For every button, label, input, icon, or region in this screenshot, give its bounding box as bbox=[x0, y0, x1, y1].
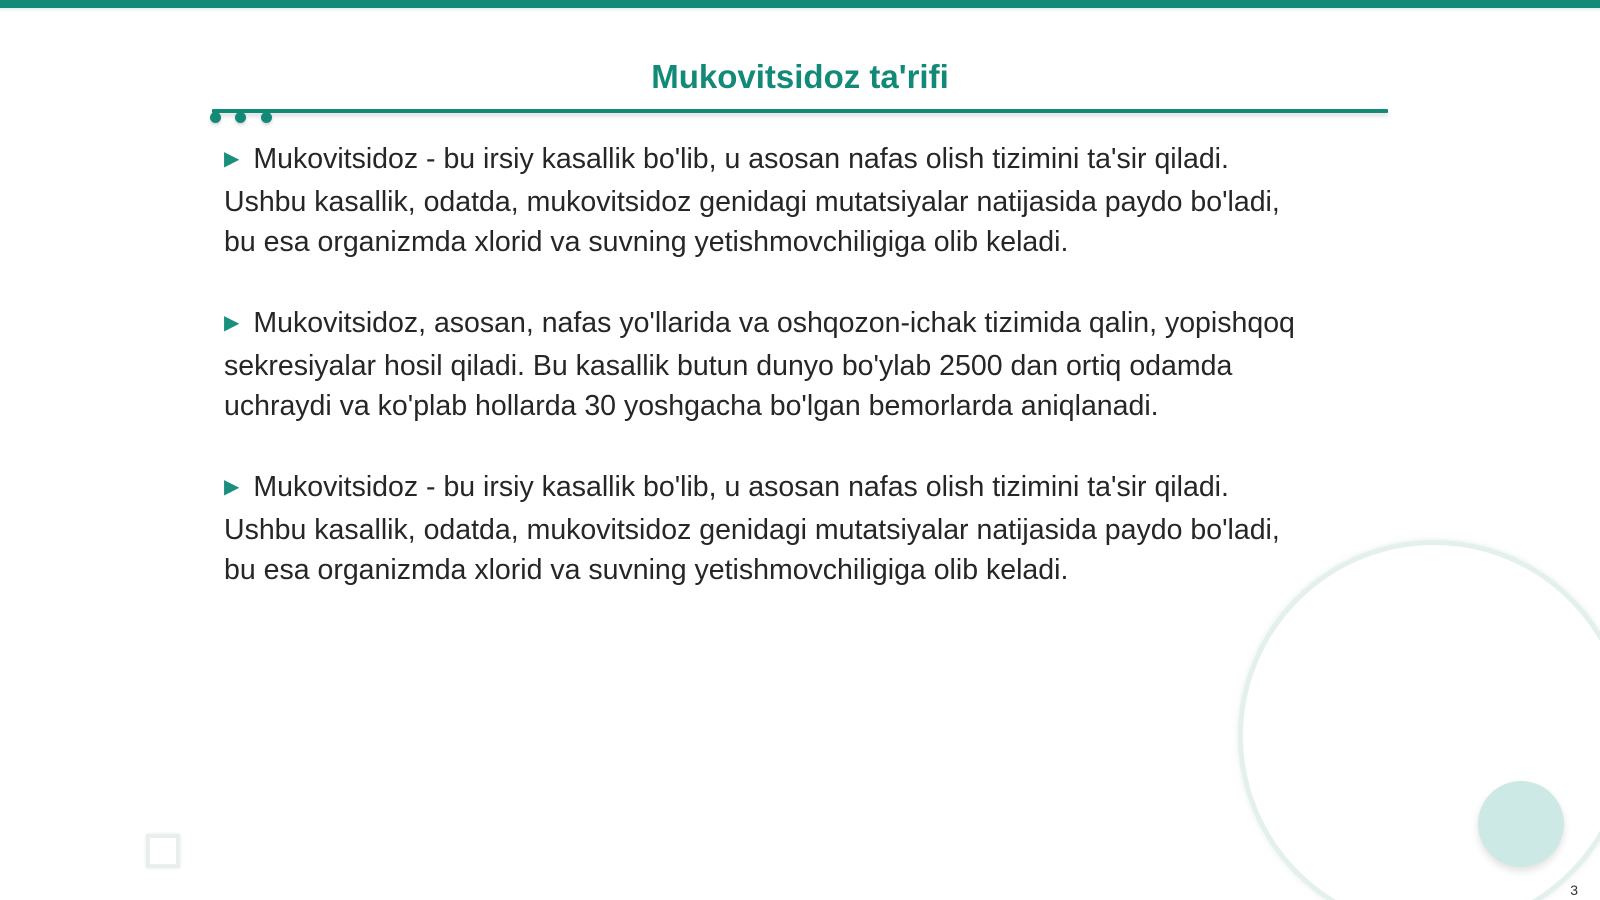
decorative-dot-1 bbox=[210, 112, 221, 123]
decorative-circle bbox=[1478, 781, 1564, 867]
paragraph-3 bbox=[224, 467, 1374, 590]
bullet-arrow-icon: ▶ bbox=[224, 476, 240, 498]
bullet-arrow-icon: ▶ bbox=[224, 312, 240, 334]
page-number: 3 bbox=[1570, 882, 1578, 898]
paragraph-2-line-2: sekresiyalar hosil qiladi. Bu kasallik butun dunyo bo'ylab 2500 dan ortiq odamda bbox=[224, 350, 1233, 382]
top-accent-bar bbox=[0, 0, 1600, 8]
slide-title: Mukovitsidoz ta'rifi bbox=[651, 58, 949, 95]
title-underline bbox=[212, 109, 1388, 113]
paragraph-2 bbox=[224, 303, 1374, 426]
paragraph-3-line-1: Mukovitsidoz - bu irsiy kasallik bo'lib, u asosan nafas olish tizimini ta'sir qiladi. bbox=[253, 471, 1229, 503]
paragraph-3-line-2: Ushbu kasallik, odatda, mukovitsidoz genidagi mutatsiyalar natijasida paydo bo'ladi, bbox=[224, 514, 1280, 546]
paragraph-2-line-1: Mukovitsidoz, asosan, nafas yo'llarida va oshqozon-ichak tizimida qalin, yopishqoq bbox=[253, 307, 1295, 339]
decorative-dot-2 bbox=[235, 112, 246, 123]
paragraph-1-line-1: Mukovitsidoz - bu irsiy kasallik bo'lib, u asosan nafas olish tizimini ta'sir qiladi. bbox=[253, 143, 1229, 175]
paragraph-1-line-3: bu esa organizmda xlorid va suvning yetishmovchiligiga olib keladi. bbox=[224, 226, 1069, 258]
decorative-square bbox=[146, 834, 180, 868]
paragraph-3-line-3: bu esa organizmda xlorid va suvning yetishmovchiligiga olib keladi. bbox=[224, 554, 1069, 586]
bullet-arrow-icon: ▶ bbox=[224, 148, 240, 170]
content-area bbox=[224, 139, 1374, 631]
paragraph-1 bbox=[224, 139, 1374, 262]
paragraph-1-line-2: Ushbu kasallik, odatda, mukovitsidoz genidagi mutatsiyalar natijasida paydo bo'ladi, bbox=[224, 186, 1280, 218]
top-bar-shadow bbox=[0, 8, 1600, 12]
paragraph-2-line-3: uchraydi va ko'plab hollarda 30 yoshgacha bo'lgan bemorlarda aniqlanadi. bbox=[224, 390, 1159, 422]
decorative-dot-3 bbox=[261, 112, 272, 123]
